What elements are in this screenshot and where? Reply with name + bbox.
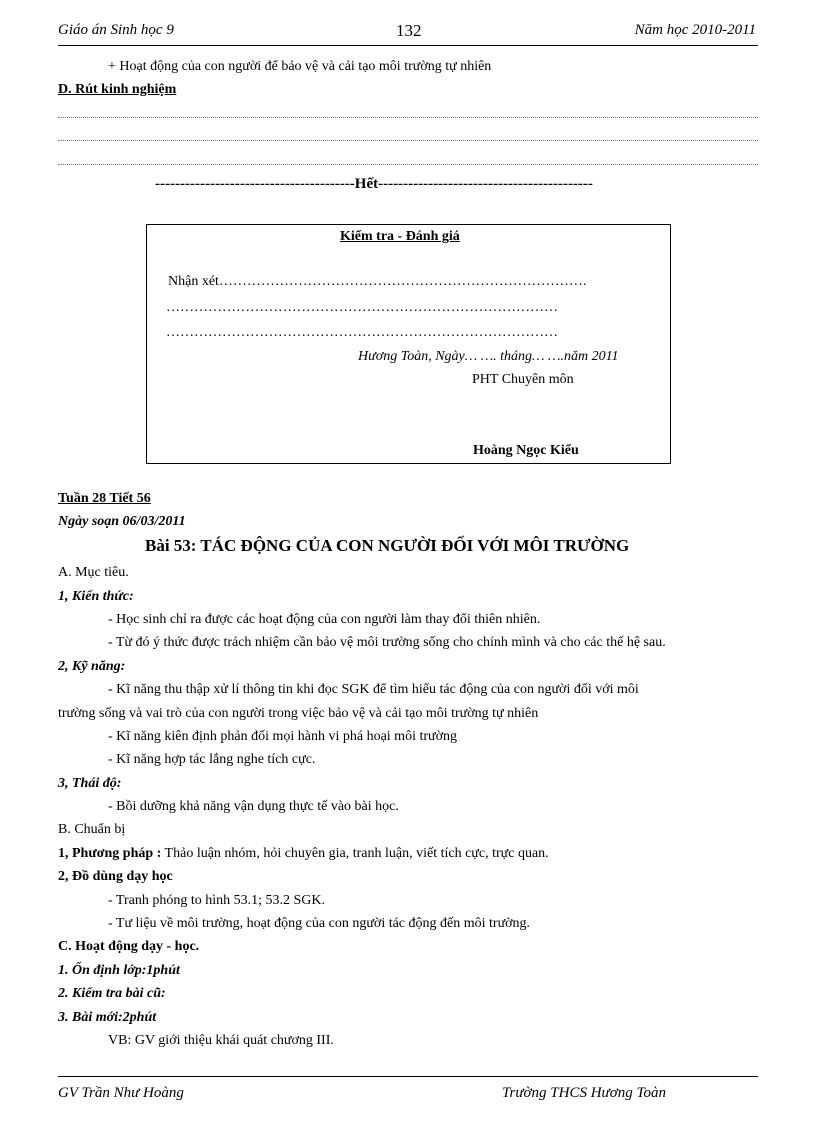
- dotted-line-2: [58, 140, 758, 141]
- skills-title: 2, Kỹ năng:: [58, 659, 126, 674]
- method-label: 1, Phương pháp :: [58, 846, 162, 861]
- section-b-title: B. Chuẩn bị: [58, 822, 126, 837]
- skill-item-3: - Kĩ năng hợp tác lắng nghe tích cực.: [108, 752, 316, 767]
- attitude-item-1: - Bồi dưỡng khả năng vận dụng thực tế vào bài học.: [108, 799, 399, 814]
- review-box: [146, 224, 671, 464]
- review-dots-2: …………………………………………………………………………: [166, 325, 558, 340]
- method-line: [58, 846, 549, 862]
- skill-item-1a: - Kĩ năng thu thập xử lí thông tin khi đọc SGK để tìm hiểu tác động của con người đối với môi: [108, 682, 639, 697]
- review-signer: Hoàng Ngọc Kiểu: [473, 443, 579, 458]
- step-1: 1. Ổn định lớp:1phút: [58, 963, 180, 978]
- section-d-title: D. Rút kinh nghiệm: [58, 82, 177, 97]
- attitude-title: 3, Thái độ:: [58, 776, 122, 791]
- section-a-title: A. Mục tiêu.: [58, 565, 129, 580]
- footer-rule: [58, 1076, 758, 1077]
- dotted-line-3: [58, 164, 758, 165]
- dotted-line-1: [58, 117, 758, 118]
- footer-teacher: GV Trần Như Hoàng: [58, 1085, 184, 1101]
- review-title: Kiểm tra - Đánh giá: [340, 229, 460, 244]
- lesson-date: Ngày soạn 06/03/2011: [58, 514, 186, 529]
- knowledge-title: 1, Kiến thức:: [58, 589, 134, 604]
- skill-item-1b: trường sống và vai trò của con người trong việc bảo vệ và cải tạo môi trường tự nhiên: [58, 706, 539, 721]
- step-2: 2. Kiểm tra bài cũ:: [58, 986, 166, 1001]
- header-subject: Giáo án Sinh học 9: [58, 22, 174, 38]
- step-3: 3. Bài mới:2phút: [58, 1010, 157, 1025]
- lesson-week: Tuần 28 Tiết 56: [58, 491, 151, 506]
- section-c-title: C. Hoạt động dạy - học.: [58, 939, 200, 954]
- knowledge-item-1: - Học sinh chỉ ra được các hoạt động của con người làm thay đổi thiên nhiên.: [108, 612, 541, 627]
- review-place-date: Hương Toàn, Ngày… …. tháng… ….năm 2011: [358, 349, 619, 364]
- footer-school: Trường THCS Hương Toàn: [502, 1085, 666, 1101]
- skill-item-2: - Kĩ năng kiên định phản đối mọi hành vi phá hoại môi trường: [108, 729, 457, 744]
- materials-item-1: - Tranh phóng to hình 53.1; 53.2 SGK.: [108, 893, 326, 908]
- review-role: PHT Chuyên môn: [472, 372, 574, 387]
- header-school-year: Năm học 2010-2011: [634, 22, 756, 38]
- knowledge-item-2: - Từ đó ý thức được trách nhiệm cần bảo vệ môi trường sống cho chính mình và cho các thế hệ sau.: [108, 635, 666, 650]
- activity-bullet: + Hoạt động của con người để bảo vệ và cải tạo môi trường tự nhiên: [108, 59, 492, 74]
- review-dots-1: …………………………………………………………………………: [166, 300, 558, 315]
- method-text: Thảo luận nhóm, hỏi chuyên gia, tranh luận, viết tích cực, trực quan.: [161, 846, 549, 861]
- end-marker: ----------------------------------------Hết-------------------------------------------: [155, 176, 593, 192]
- lesson-title: Bài 53: TÁC ĐỘNG CỦA CON NGƯỜI ĐỐI VỚI MÔI TRƯỜNG: [145, 536, 630, 555]
- header-rule: [58, 45, 758, 46]
- page-number: 132: [396, 21, 422, 40]
- intro-line: VB: GV giới thiệu khái quát chương III.: [108, 1033, 334, 1048]
- review-comment: Nhận xét…………………………………………………………………….: [168, 274, 587, 289]
- materials-item-2: - Tư liệu về môi trường, hoạt động của con người tác động đến môi trường.: [108, 916, 531, 931]
- materials-title: 2, Đồ dùng dạy học: [58, 869, 173, 884]
